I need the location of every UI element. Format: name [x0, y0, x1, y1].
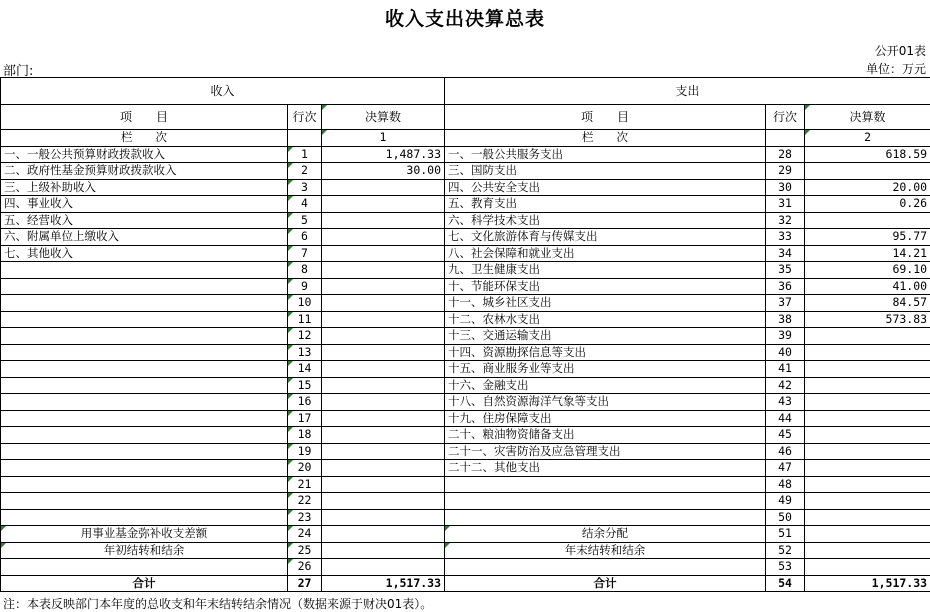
income-line-header: 行次	[288, 105, 322, 130]
form-number: 公开01表	[875, 42, 926, 59]
expense-item-cell: 五、教育支出	[445, 196, 766, 213]
expense-item-cell: 七、文化旅游体育与传媒支出	[445, 229, 766, 246]
column-number-row	[1, 130, 930, 147]
income-item-cell	[1, 493, 288, 510]
income-line-cell: 12	[288, 328, 322, 345]
expense-line-cell: 34	[766, 245, 805, 262]
expense-amount-header: 决算数	[805, 105, 930, 130]
income-amount-cell	[322, 344, 445, 361]
footnote: 注：本表反映部门本年度的总收支和年末结转结余情况（数据来源于财决01表）。	[3, 595, 432, 612]
expense-total-line: 54	[766, 575, 805, 592]
income-column-number: 1	[322, 130, 445, 147]
income-line-cell: 22	[288, 493, 322, 510]
income-line-cell: 17	[288, 410, 322, 427]
income-line-cell: 26	[288, 559, 322, 576]
expense-amount-cell	[805, 394, 930, 411]
income-amount-cell	[322, 295, 445, 312]
income-amount-cell	[322, 493, 445, 510]
expense-amount-cell	[805, 493, 930, 510]
expense-amount-cell	[805, 559, 930, 576]
expense-line-cell: 52	[766, 542, 805, 559]
income-section-header: 收入	[1, 78, 445, 105]
income-line-cell: 19	[288, 443, 322, 460]
income-amount-cell	[322, 278, 445, 295]
expense-item-header: 项 目	[445, 105, 766, 130]
income-item-cell	[1, 476, 288, 493]
expense-amount-cell	[805, 163, 930, 180]
expense-line-cell: 53	[766, 559, 805, 576]
expense-amount-cell	[805, 344, 930, 361]
income-item-cell: 七、其他收入	[1, 245, 288, 262]
table-row	[1, 229, 930, 246]
expense-item-cell: 十、节能环保支出	[445, 278, 766, 295]
table-row	[1, 361, 930, 378]
income-amount-cell	[322, 476, 445, 493]
expense-item-cell: 十八、自然资源海洋气象等支出	[445, 394, 766, 411]
table-row	[1, 377, 930, 394]
table-row	[1, 262, 930, 279]
expense-line-cell: 44	[766, 410, 805, 427]
expense-line-cell: 48	[766, 476, 805, 493]
expense-line-header: 行次	[766, 105, 805, 130]
income-amount-cell	[322, 328, 445, 345]
income-item-cell: 三、上级补助收入	[1, 179, 288, 196]
table-row	[1, 179, 930, 196]
expense-amount-cell	[805, 443, 930, 460]
income-line-cell: 2	[288, 163, 322, 180]
expense-line-cell: 47	[766, 460, 805, 477]
income-amount-cell	[322, 361, 445, 378]
expense-amount-cell: 95.77	[805, 229, 930, 246]
income-item-cell	[1, 328, 288, 345]
expense-line-cell: 50	[766, 509, 805, 526]
income-amount-cell	[322, 443, 445, 460]
expense-column-number: 2	[805, 130, 930, 147]
section-header-row	[1, 78, 930, 105]
expense-amount-cell	[805, 427, 930, 444]
income-item-cell: 一、一般公共预算财政拨款收入	[1, 146, 288, 163]
table-row	[1, 509, 930, 526]
expense-amount-cell	[805, 460, 930, 477]
income-amount-cell	[322, 460, 445, 477]
expense-item-cell	[445, 493, 766, 510]
expense-column-label: 栏 次	[445, 130, 766, 147]
income-item-cell	[1, 427, 288, 444]
expense-line-cell: 36	[766, 278, 805, 295]
income-amount-cell	[322, 542, 445, 559]
expense-amount-cell	[805, 542, 930, 559]
expense-line-cell: 32	[766, 212, 805, 229]
expense-item-cell: 二十二、其他支出	[445, 460, 766, 477]
table-row	[1, 163, 930, 180]
expense-amount-cell: 69.10	[805, 262, 930, 279]
income-amount-header: 决算数	[322, 105, 445, 130]
income-item-header: 项 目	[1, 105, 288, 130]
expense-item-cell: 十六、金融支出	[445, 377, 766, 394]
income-item-cell	[1, 262, 288, 279]
expense-line-cell: 39	[766, 328, 805, 345]
income-line-cell: 21	[288, 476, 322, 493]
income-amount-cell	[322, 179, 445, 196]
expense-amount-cell: 14.21	[805, 245, 930, 262]
expense-item-cell	[445, 476, 766, 493]
expense-amount-cell	[805, 526, 930, 543]
income-item-cell	[1, 394, 288, 411]
expense-line-cell: 41	[766, 361, 805, 378]
income-line-cell: 7	[288, 245, 322, 262]
income-item-cell	[1, 311, 288, 328]
income-item-cell	[1, 344, 288, 361]
income-amount-cell: 1,487.33	[322, 146, 445, 163]
income-item-cell	[1, 460, 288, 477]
income-item-cell: 五、经营收入	[1, 212, 288, 229]
income-amount-cell	[322, 212, 445, 229]
income-column-label: 栏 次	[1, 130, 288, 147]
expense-line-cell: 49	[766, 493, 805, 510]
income-amount-cell	[322, 559, 445, 576]
income-item-cell: 年初结转和结余	[1, 542, 288, 559]
income-total-amount: 1,517.33	[322, 575, 445, 592]
income-item-cell	[1, 443, 288, 460]
table-row	[1, 493, 930, 510]
expense-section-header: 支出	[445, 78, 930, 105]
expense-item-cell: 十二、农林水支出	[445, 311, 766, 328]
income-item-cell	[1, 278, 288, 295]
department-label: 部门:	[3, 60, 33, 79]
expense-item-cell: 八、社会保障和就业支出	[445, 245, 766, 262]
expense-item-cell: 结余分配	[445, 526, 766, 543]
expense-line-cell: 37	[766, 295, 805, 312]
table-row	[1, 476, 930, 493]
expense-amount-cell: 41.00	[805, 278, 930, 295]
expense-item-cell: 十一、城乡社区支出	[445, 295, 766, 312]
expense-line-cell: 40	[766, 344, 805, 361]
income-line-cell: 6	[288, 229, 322, 246]
income-item-cell	[1, 410, 288, 427]
income-item-cell	[1, 509, 288, 526]
expense-line-cell: 28	[766, 146, 805, 163]
table-row	[1, 245, 930, 262]
income-item-cell	[1, 559, 288, 576]
income-amount-cell: 30.00	[322, 163, 445, 180]
income-amount-cell	[322, 377, 445, 394]
income-amount-cell	[322, 229, 445, 246]
table-row	[1, 443, 930, 460]
income-amount-cell	[322, 526, 445, 543]
expense-amount-cell: 20.00	[805, 179, 930, 196]
income-item-cell: 二、政府性基金预算财政拨款收入	[1, 163, 288, 180]
expense-line-cell: 46	[766, 443, 805, 460]
income-line-cell: 14	[288, 361, 322, 378]
expense-item-cell: 六、科学技术支出	[445, 212, 766, 229]
expense-line-cell: 43	[766, 394, 805, 411]
income-total-line: 27	[288, 575, 322, 592]
expense-item-cell: 十三、交通运输支出	[445, 328, 766, 345]
income-line-cell: 5	[288, 212, 322, 229]
income-amount-cell	[322, 410, 445, 427]
expense-total-label: 合计	[445, 575, 766, 592]
income-line-cell: 20	[288, 460, 322, 477]
expense-item-cell: 一、一般公共服务支出	[445, 146, 766, 163]
income-amount-cell	[322, 509, 445, 526]
expense-item-cell: 十五、商业服务业等支出	[445, 361, 766, 378]
table-row	[1, 559, 930, 576]
expense-amount-cell	[805, 212, 930, 229]
expense-item-cell: 十九、住房保障支出	[445, 410, 766, 427]
income-item-cell: 六、附属单位上缴收入	[1, 229, 288, 246]
expense-line-cell: 31	[766, 196, 805, 213]
expense-line-cell: 33	[766, 229, 805, 246]
income-line-cell: 1	[288, 146, 322, 163]
expense-amount-cell: 84.57	[805, 295, 930, 312]
expense-line-cell: 29	[766, 163, 805, 180]
table-row	[1, 196, 930, 213]
expense-amount-cell: 0.26	[805, 196, 930, 213]
expense-line-cell: 51	[766, 526, 805, 543]
table-row	[1, 460, 930, 477]
table-row	[1, 410, 930, 427]
income-line-cell: 15	[288, 377, 322, 394]
income-line-cell: 9	[288, 278, 322, 295]
expense-item-cell: 四、公共安全支出	[445, 179, 766, 196]
budget-table	[0, 77, 930, 592]
expense-item-cell: 十四、资源勘探信息等支出	[445, 344, 766, 361]
expense-line-cell: 35	[766, 262, 805, 279]
income-line-cell: 13	[288, 344, 322, 361]
expense-item-cell: 三、国防支出	[445, 163, 766, 180]
income-item-cell: 用事业基金弥补收支差额	[1, 526, 288, 543]
income-item-cell: 四、事业收入	[1, 196, 288, 213]
expense-item-cell: 九、卫生健康支出	[445, 262, 766, 279]
income-line-cell: 25	[288, 542, 322, 559]
table-row	[1, 542, 930, 559]
expense-line-cell: 42	[766, 377, 805, 394]
expense-item-cell	[445, 559, 766, 576]
column-header-row	[1, 105, 930, 130]
expense-amount-cell	[805, 509, 930, 526]
income-amount-cell	[322, 245, 445, 262]
table-row	[1, 295, 930, 312]
expense-line-cell: 38	[766, 311, 805, 328]
income-line-cell: 8	[288, 262, 322, 279]
income-amount-cell	[322, 196, 445, 213]
table-row	[1, 278, 930, 295]
table-row	[1, 526, 930, 543]
expense-amount-cell	[805, 328, 930, 345]
income-line-cell: 24	[288, 526, 322, 543]
income-amount-cell	[322, 311, 445, 328]
table-row	[1, 394, 930, 411]
table-row	[1, 344, 930, 361]
income-line-cell: 23	[288, 509, 322, 526]
income-item-cell	[1, 361, 288, 378]
table-row	[1, 146, 930, 163]
expense-item-cell: 年末结转和结余	[445, 542, 766, 559]
table-row	[1, 427, 930, 444]
expense-item-cell	[445, 509, 766, 526]
expense-amount-cell: 618.59	[805, 146, 930, 163]
expense-amount-cell	[805, 410, 930, 427]
expense-line-cell: 30	[766, 179, 805, 196]
income-line-cell: 3	[288, 179, 322, 196]
income-line-cell: 10	[288, 295, 322, 312]
expense-item-cell: 二十、粮油物资储备支出	[445, 427, 766, 444]
report-title: 收入支出决算总表	[0, 4, 930, 31]
unit-label: 单位：万元	[866, 60, 926, 77]
expense-total-amount: 1,517.33	[805, 575, 930, 592]
income-line-cell: 18	[288, 427, 322, 444]
income-total-label: 合计	[1, 575, 288, 592]
expense-amount-cell	[805, 377, 930, 394]
total-row	[1, 575, 930, 592]
table-row	[1, 212, 930, 229]
income-amount-cell	[322, 427, 445, 444]
income-line-cell: 4	[288, 196, 322, 213]
table-row	[1, 311, 930, 328]
expense-item-cell: 二十一、灾害防治及应急管理支出	[445, 443, 766, 460]
income-item-cell	[1, 295, 288, 312]
income-line-cell: 11	[288, 311, 322, 328]
expense-amount-cell	[805, 361, 930, 378]
expense-amount-cell: 573.83	[805, 311, 930, 328]
expense-amount-cell	[805, 476, 930, 493]
income-amount-cell	[322, 394, 445, 411]
income-item-cell	[1, 377, 288, 394]
expense-line-cell: 45	[766, 427, 805, 444]
table-row	[1, 328, 930, 345]
income-amount-cell	[322, 262, 445, 279]
income-line-cell: 16	[288, 394, 322, 411]
